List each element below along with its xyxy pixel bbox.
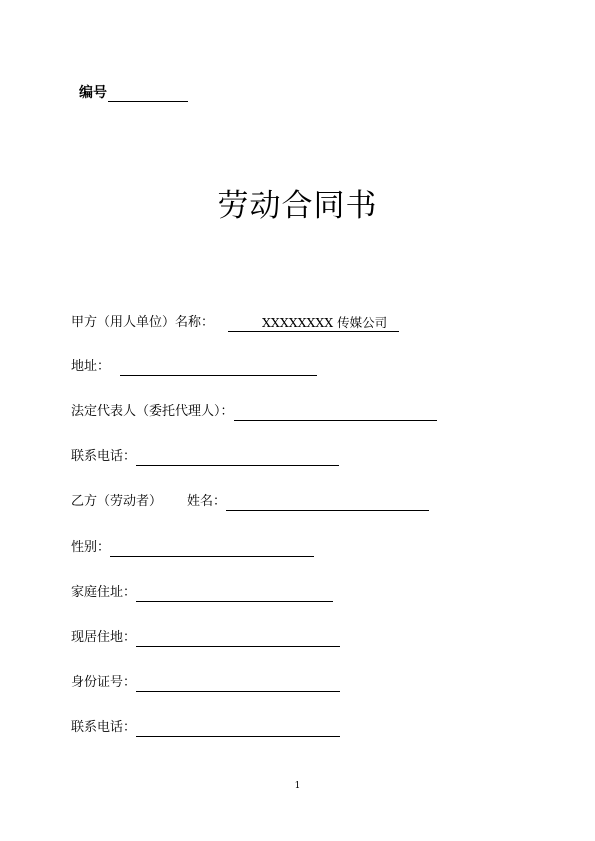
party-b-id-number-label: 身份证号：	[71, 675, 137, 690]
party-b-name-label: 姓名：	[187, 494, 227, 509]
party-a-phone-label: 联系电话：	[71, 449, 137, 464]
party-b-phone-row	[71, 719, 340, 737]
party-b-home-address-label: 家庭住址：	[71, 585, 137, 600]
party-b-name-row	[71, 493, 429, 511]
party-b-gender-blank[interactable]	[110, 540, 314, 557]
party-a-address-blank[interactable]	[120, 359, 317, 376]
party-b-gender-row	[71, 539, 314, 557]
party-b-id-number-row	[71, 674, 340, 692]
party-b-id-number-blank[interactable]	[136, 675, 340, 692]
party-b-gender-label: 性别：	[71, 540, 111, 555]
party-a-phone-blank[interactable]	[136, 449, 339, 466]
party-a-phone-row	[71, 448, 339, 466]
party-b-home-address-row	[71, 584, 333, 602]
party-a-legal-rep-label: 法定代表人（委托代理人）：	[71, 404, 234, 419]
party-b-current-address-blank[interactable]	[136, 630, 340, 647]
party-b-home-address-blank[interactable]	[136, 585, 333, 602]
document-title: 劳动合同书	[217, 188, 378, 224]
contract-number-label: 编号	[79, 85, 107, 101]
contract-number	[79, 84, 188, 102]
party-b-phone-blank[interactable]	[136, 720, 340, 737]
party-b-name-blank[interactable]	[226, 494, 429, 511]
party-b-label: 乙方（劳动者）	[71, 494, 163, 509]
party-a-name-blank[interactable]	[228, 315, 399, 332]
party-a-address-label: 地址：	[71, 359, 111, 374]
party-a-legal-rep-row	[71, 403, 437, 421]
party-a-name-row	[71, 314, 399, 332]
party-a-name-label: 甲方（用人单位）名称：	[71, 315, 215, 330]
party-b-phone-label: 联系电话：	[71, 720, 137, 735]
party-b-current-address-row	[71, 629, 340, 647]
party-a-name-value: XXXXXXXX 传媒公司	[262, 315, 388, 330]
party-a-legal-rep-blank[interactable]	[234, 404, 437, 421]
page-number: 1	[294, 781, 301, 791]
party-b-current-address-label: 现居住地：	[71, 630, 137, 645]
party-a-address-row	[71, 358, 317, 376]
contract-number-blank[interactable]	[108, 87, 188, 102]
